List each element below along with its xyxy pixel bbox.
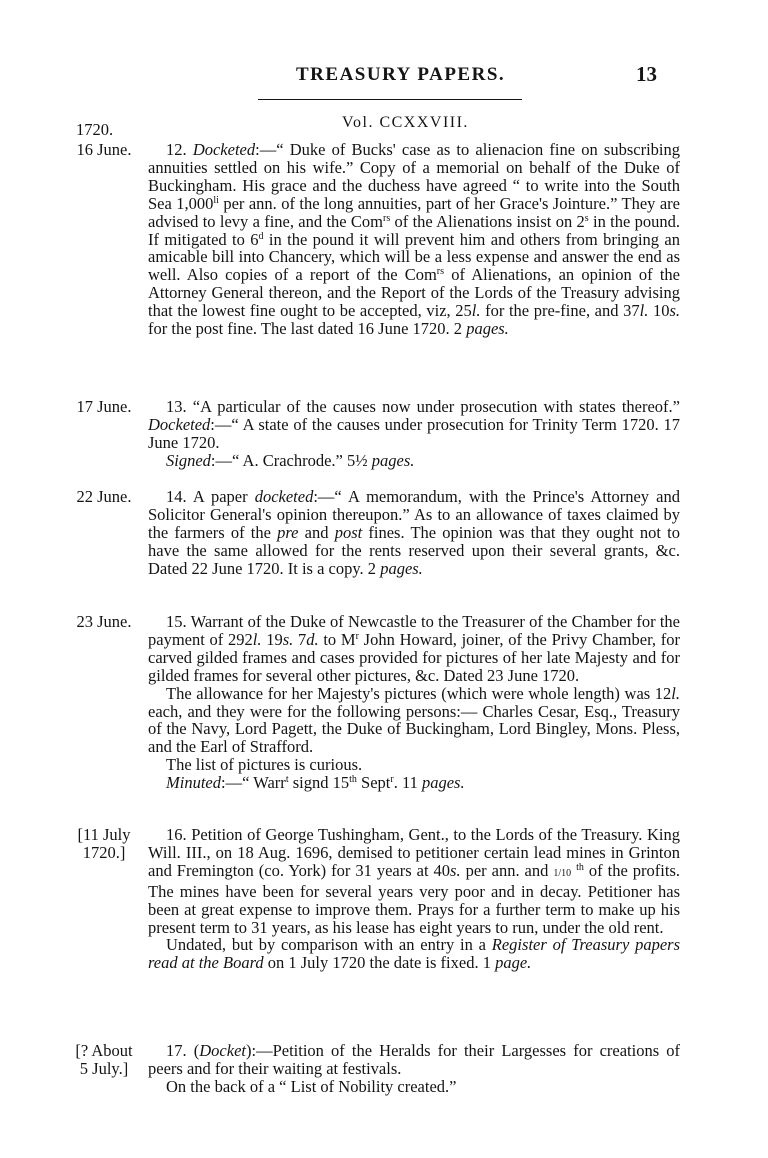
entry-paragraph: Signed:—“ A. Crachrode.” 5½ pages. xyxy=(166,450,415,470)
entry-paragraph: On the back of a “ List of Nobility created.” xyxy=(166,1076,457,1096)
entry-body xyxy=(148,1042,680,1096)
entry-date: [11 July 1720.] xyxy=(77,825,131,862)
entry-paragraph: Minuted:—“ Warr$^t$ signd 15th Sept$^r$. 11 pages. xyxy=(166,773,465,793)
entry-paragraph: 13. “A particular of the causes now under prosecution with states thereof.” Docketed:—“ A state of the causes under prosecution for Trinity Term 1720. 17 June 1720. xyxy=(148,397,680,452)
page-number: 13 xyxy=(636,62,657,86)
entry-paragraph: The list of pictures is curious. xyxy=(166,755,363,775)
entry-paragraph: 17. (Docket):—Petition of the Heralds for their Largesses for creations of peers and for their waiting at festivals. xyxy=(148,1041,680,1078)
entry-paragraph: 15. Warrant of the Duke of Newcastle to the Treasurer of the Chamber for the payment of 292l. 19s. 7d. to $M^r$ John Howard, joiner, of the Privy Chamber, for carved gilded frames and cases provided for pictures of her late Majesty and for gilded frames for several other pictures, &c. Dated 23 June 1720. xyxy=(148,612,680,685)
entry-date: 23 June. xyxy=(76,612,132,631)
entry-date: 22 June. xyxy=(76,487,132,506)
entry-body xyxy=(148,398,680,470)
entry-date: 17 June. xyxy=(76,397,132,416)
running-head: TREASURY PAPERS. xyxy=(296,64,506,85)
header-rule xyxy=(258,99,522,100)
entry-16 xyxy=(60,826,680,972)
entry-body xyxy=(148,826,680,972)
entry-body xyxy=(148,488,680,578)
entry-body xyxy=(148,613,680,792)
entry-14 xyxy=(60,488,680,578)
entry-12 xyxy=(60,141,680,338)
entry-body xyxy=(148,141,680,338)
entry-date: [? About 5 July.] xyxy=(75,1041,133,1078)
entry-paragraph: 16. Petition of George Tushingham, Gent., to the Lords of the Treasury. King Will. III., on 18 Aug. 1696, demised to petitioner certain lead mines in Grinton and Fremington (co. York) for 31 years at 40s. per ann. and 1/10 $^{th}$ of the profits. The mines have been for several years very poor and in decay. Petitioner has been at great expense to improve them. Prays for a further term to make up his present term to 31 years, as his lease has eight years to run, under the old rent. xyxy=(148,825,681,937)
entry-paragraph: 14. A paper docketed:—“ A memorandum, with the Prince's Attorney and Solicitor General's opinion thereupon.” As to an allowance of taxes claimed by the farmers of the pre and post fines. The opinion was that they ought not to have the same allowed for the rents reserved upon their several grants, &c. Dated 22 June 1720. It is a copy. 2 pages. xyxy=(148,487,680,578)
entry-paragraph: 12. Docketed:—“ Duke of Bucks' case as to alienacion fine on subscribing annuities settled on his wife.” Copy of a memorial on behalf of the Duke of Buckingham. His grace and the duchess have agreed “ to write into the South Sea $1,000^{li}$ per ann. of the long annuities, part of her Grace's Jointure.” They are advised to levy a fine, and the Com$^{rs}$ of the Alienations insist on 2$^s$ in the pound. If mitigated to 6$^d$ in the pound it will prevent him and others from bringing an amicable bill into Chancery, which will be a less expense and answer the end as well. Also copies of a report of the Com$^{rs}$ of Alienations, an opinion of the Attorney General thereon, and the Report of the Lords of the Treasury advising that the lowest fine ought to be accepted, viz, 25l. for the pre-fine, and 37l. 10s. for the post fine. The last dated 16 June 1720. 2 pages. xyxy=(148,140,681,339)
entry-paragraph: The allowance for her Majesty's pictures (which were whole length) was 12l. each, and they were for the following persons:— Charles Cesar, Esq., Treasury of the Navy, Lord Pagett, the Duke of Buckingham, Lord Bingley, Mons. Pless, and the Earl of Strafford. xyxy=(148,683,680,757)
entry-13 xyxy=(60,398,680,470)
entry-17 xyxy=(60,1042,680,1096)
year-marginal: 1720. xyxy=(76,120,114,139)
entry-15 xyxy=(60,613,680,792)
entry-paragraph: Undated, but by comparison with an entry in a Register of Treasury papers read at the Board on 1 July 1720 the date is fixed. 1 page. xyxy=(148,935,680,973)
volume-heading: Vol. CCXXVIII. xyxy=(342,114,469,131)
entry-date: 16 June. xyxy=(76,140,132,159)
